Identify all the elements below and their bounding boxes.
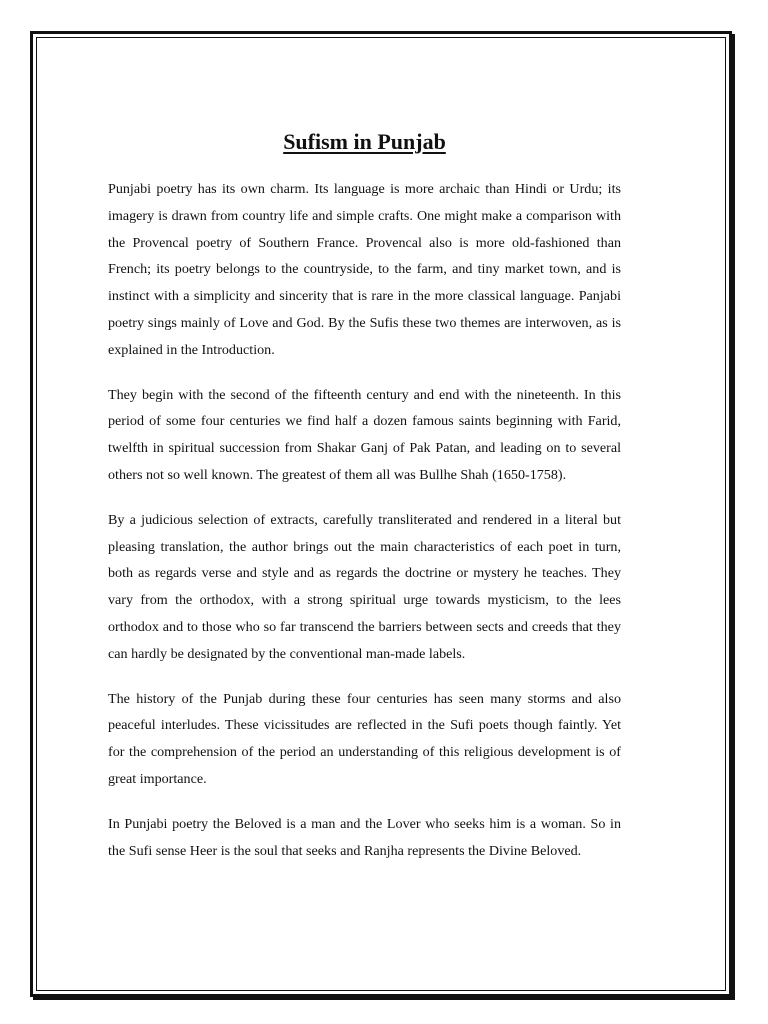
paragraph-3: By a judicious selection of extracts, carefully transliterated and rendered in a literal but pleasing translation, the author brings out the main characteristics of each poet in turn, both as regards verse and style and as regards the doctrine or mystery he teaches. They vary from the orthodox, with a strong spiritual urge towards mysticism, to the lees orthodox and to those who so far transcend the barriers between sects and creeds that they can hardly be designated by the conventional man-made labels. bbox=[108, 511, 621, 662]
paragraph-5: In Punjabi poetry the Beloved is a man and the Lover who seeks him is a woman. So in the Sufi sense Heer is the soul that seeks and Ranjha represents the Divine Beloved. bbox=[108, 815, 621, 859]
paragraph-4: The history of the Punjab during these four centuries has seen many storms and also peaceful interludes. These vicissitudes are reflected in the Sufi poets though faintly. Yet for the comprehension of the period an understanding of this religious development is of great importance. bbox=[108, 690, 621, 787]
paragraph-2: They begin with the second of the fifteenth century and end with the nineteenth. In this period of some four centuries we find half a dozen famous saints beginning with Farid, twelfth in spiritual succession from Shakar Ganj of Pak Patan, and leading on to several others not so well known. The greatest of them all was Bullhe Shah (1650-1758). bbox=[108, 386, 621, 483]
document-title: Sufism in Punjab bbox=[283, 129, 446, 154]
paragraph-1: Punjabi poetry has its own charm. Its language is more archaic than Hindi or Urdu; its imagery is drawn from country life and simple crafts. One might make a comparison with the Provencal poetry of Southern France. Provencal also is more old-fashioned than French; its poetry belongs to the countryside, to the farm, and tiny market town, and is instinct with a simplicity and sincerity that is rare in the more classical language. Panjabi poetry sings mainly of Love and God. By the Sufis these two themes are interwoven, as is explained in the Introduction. bbox=[108, 181, 621, 358]
document-body bbox=[108, 126, 621, 882]
